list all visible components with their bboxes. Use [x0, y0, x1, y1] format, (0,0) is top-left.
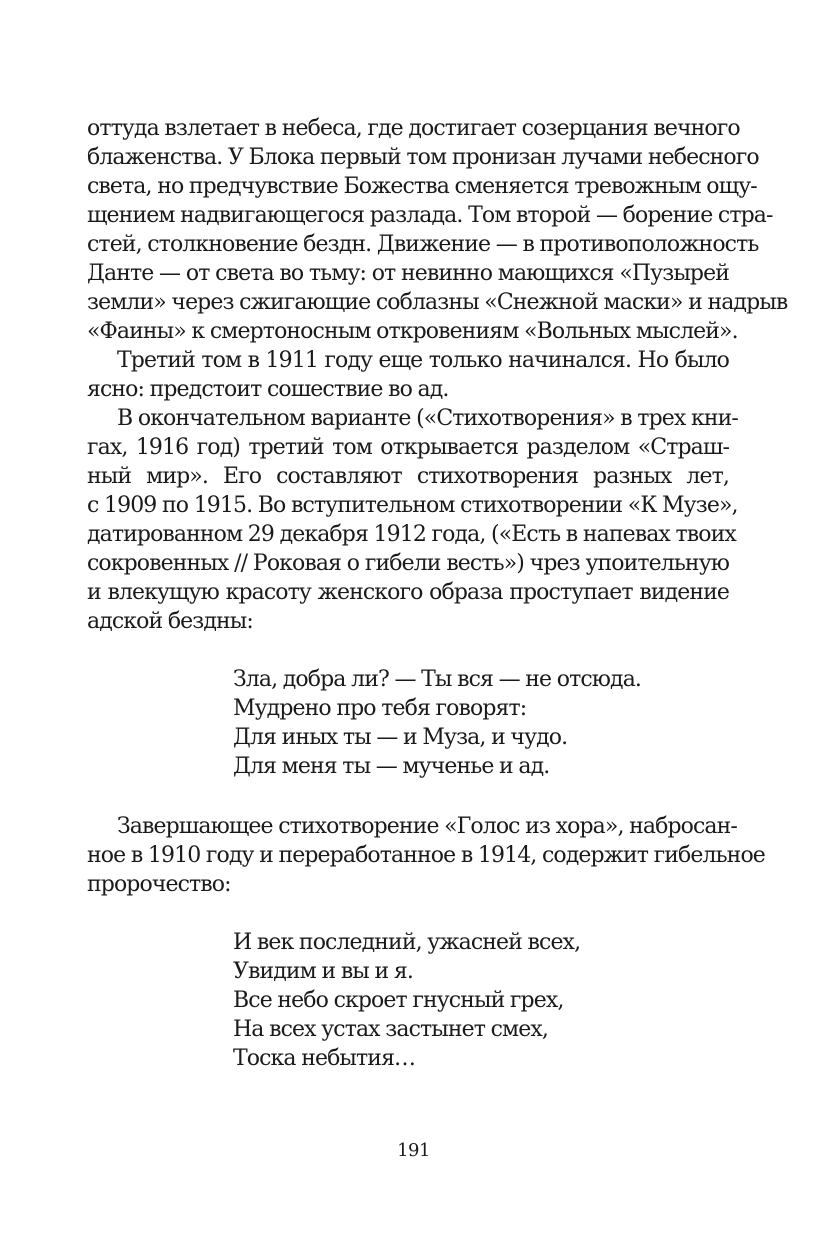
text-line: блаженства. У Блока первый том пронизан лучами небесного: [87, 145, 759, 170]
text-line: Завершающее стихотворение «Голос из хора», набросан-: [117, 814, 737, 839]
text-line: «Фаины» к смертоносным откровениям «Вольных мыслей».: [87, 319, 738, 344]
text-line: стей, столкновение бездн. Движение — в противоположность: [87, 232, 759, 257]
text-line: Данте — от света во тьму: от невинно мающихся «Пузырей: [87, 261, 729, 286]
text-line: и влекущую красоту женского образа проступает видение: [87, 580, 729, 605]
text-line: ное в 1910 году и переработанное в 1914, содержит гибельное: [87, 843, 765, 868]
verse-line: Зла, добра ли? — Ты вся — не отсюда.: [233, 667, 642, 692]
text-line: ясно: предстоит сошествие во ад.: [87, 377, 449, 402]
verse-line: И век последний, ужасней всех,: [233, 930, 581, 955]
verse-line: Увидим и вы и я.: [233, 959, 413, 984]
verse-line: Тоска небытия…: [233, 1046, 416, 1071]
text-line: щением надвигающегося разлада. Том второй — борение стра-: [87, 203, 773, 228]
text-line: сокровенных // Роковая о гибели весть») чрез упоительную: [87, 551, 729, 576]
text-line: света, но предчувствие Божества сменяется тревожным ощу-: [87, 174, 757, 199]
text-line: пророчество:: [87, 872, 231, 897]
text-line: адской бездны:: [87, 609, 253, 634]
text-line: Третий том в 1911 году еще только начинался. Но было: [117, 348, 729, 373]
text-line: гах, 1916 год) третий том открывается разделом «Страш-: [87, 435, 729, 460]
page-number: 191: [397, 1140, 430, 1161]
verse-line: Для иных ты — и Муза, и чудо.: [233, 725, 568, 750]
text-line: В окончательном варианте («Стихотворения» в трех кни-: [117, 406, 738, 431]
verse-line: Мудрено про тебя говорят:: [233, 696, 527, 721]
text-line: датированном 29 декабря 1912 года, («Есть в напевах твоих: [87, 522, 736, 547]
text-line: оттуда взлетает в небеса, где достигает созерцания вечного: [87, 116, 740, 141]
verse-line: Все небо скроет гнусный грех,: [233, 988, 564, 1013]
text-line: с 1909 по 1915. Во вступительном стихотворении «К Музе»,: [87, 493, 738, 518]
verse-line: На всех устах застынет смех,: [233, 1017, 548, 1042]
text-line: земли» через сжигающие соблазны «Снежной маски» и надрыв: [87, 290, 788, 315]
text-line: ный мир». Его составляют стихотворения разных лет,: [87, 464, 729, 489]
verse-line: Для меня ты — мученье и ад.: [233, 754, 550, 779]
